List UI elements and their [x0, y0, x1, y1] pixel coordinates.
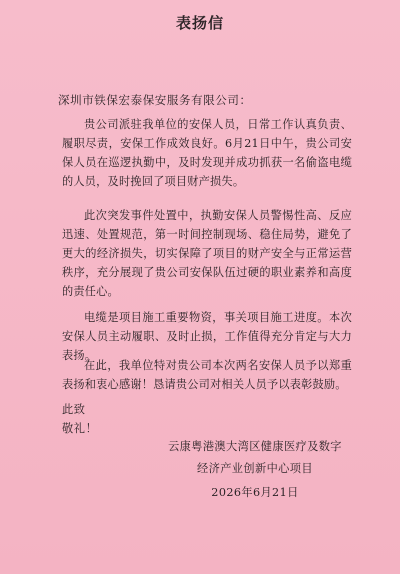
paragraph-2: 此次突发事件处置中，执勤安保人员警惕性高、反应迅速、处置规范，第一时间控制现场、稳住局势，避免了更大的经济损失，切实保障了项目的财产安全与正常运营秩序，充分展现了贵公司安保队伍过硬的职业素养和高度的责任心。	[62, 209, 352, 298]
letter-salutation: 深圳市铁保宏泰保安服务有限公司：	[58, 93, 252, 107]
signature-date: 2026年6月21日	[211, 486, 299, 499]
closing-line-2: 敬礼！	[62, 422, 98, 435]
paragraph-1: 贵公司派驻我单位的安保人员，日常工作认真负责、履职尽责，安保工作成效良好。6月21日中午，贵公司安保人员在巡逻执勤中，及时发现并成功抓获一名偷盗电缆的人员，及时挽回了项目财产损失。	[62, 118, 352, 188]
signature-line-2: 经济产业创新中心项目	[197, 462, 313, 475]
paragraph-4: 在此，我单位特对贵公司本次两名安保人员予以郑重表扬和衷心感谢！恳请贵公司对相关人员予以表彰鼓励。	[62, 359, 352, 391]
closing-line-1: 此致	[62, 403, 86, 416]
letter-title: 表扬信	[175, 14, 224, 32]
paragraph-3: 电缆是项目施工重要物资，事关项目施工进度。本次安保人员主动履职、及时止损，工作值得充分肯定与大力表扬。	[62, 311, 352, 362]
signature-line-1: 云康粤港澳大湾区健康医疗及数字	[168, 440, 342, 453]
